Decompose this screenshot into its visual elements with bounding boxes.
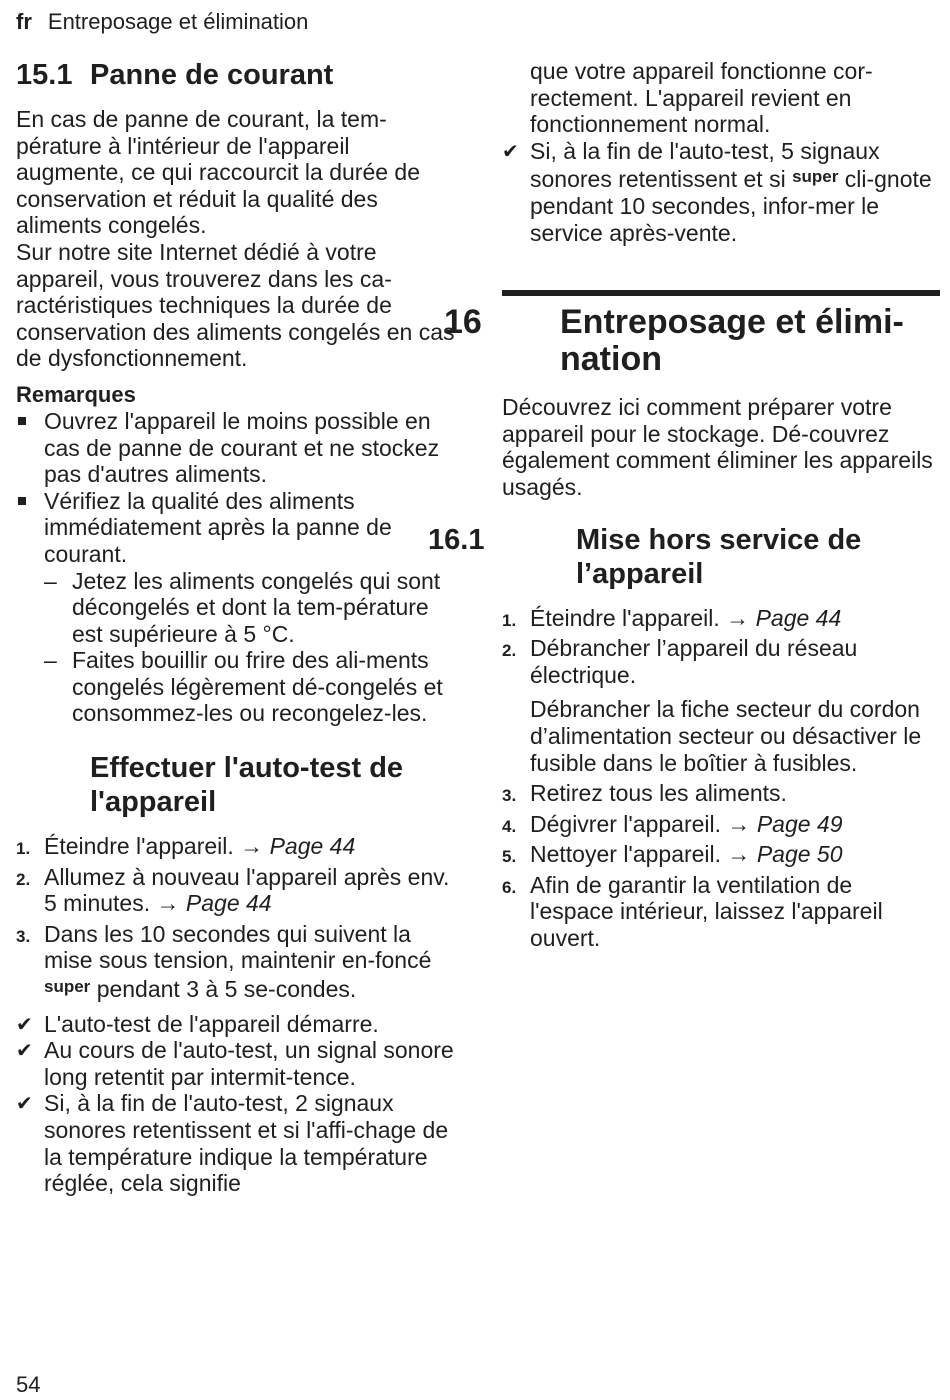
sub-list [44,568,456,728]
paragraph: En cas de panne de courant, la tem-pérature à l'intérieur de l'appareil augmente, ce qui raccourcit la durée de conservation et réduit la qualité des aliments congelés. [16,106,421,239]
page-header [16,9,308,35]
result-item-continued: que votre appareil fonctionne cor-rectement. L'appareil revient en fonctionnement normal. [530,58,873,138]
result-item: ✔ Si, à la fin de l'auto-test, 5 signaux sonores retentissent et si $^{super}$ cli-gnote pendant 10 secondes, infor-mer le service après-vente. [502,137,932,246]
page-ref-link[interactable]: Page 49 [756,810,843,837]
header-section-title: Entreposage et élimination [47,9,309,34]
step-item: 3. Retirez tous les aliments. [502,780,787,807]
chapter-16-heading: 16 Entreposage et élimi-nation [444,303,904,379]
section-15-2-heading: Effectuer l'auto-test de l'appareil [90,752,404,819]
checkmark-icon: ✔ [16,1040,33,1063]
results-list [16,1011,456,1197]
page-ref-link[interactable]: Page 50 [756,841,843,868]
page-ref-link[interactable]: Page 44 [185,890,272,917]
paragraph: Sur notre site Internet dédié à votre appareil, vous trouverez dans les ca-ractéristiques techniques la durée de conservation des aliments congelés en cas de dysfonctionnement. [16,238,455,372]
sub-list-item: – Jetez les aliments congelés qui sont décongelés et dont la tem-pérature est supérieure à 5 °C. [44,567,441,647]
step-item: 3. Dans les 10 secondes qui suivent la mise sous tension, maintenir en-foncé $^{super}$ pendant 3 à 5 se-condes. [16,920,432,1003]
step-item: 1. Éteindre l'appareil. → Page 44 [16,833,356,860]
step-item: 2. Débrancher l’appareil du réseau électrique. Débrancher la fiche secteur du cordon d’alimentation secteur ou désactiver le fusible dans le boîtier à fusibles. [502,635,940,776]
left-column [16,58,456,1197]
page-ref-link[interactable]: Page 44 [269,833,356,860]
dash-icon: – [44,567,57,594]
right-column [428,58,940,952]
step-item: 5. Nettoyer l'appareil. → Page 50 [502,841,843,868]
bullet-square-icon [18,497,26,505]
paragraph: Découvrez ici comment préparer votre appareil pour le stockage. Dé-couvrez également comment éliminer les appareils usagés. [502,394,933,500]
section-16-1-heading: 16.1 Mise hors service de l’appareil [428,523,862,590]
checkmark-icon: ✔ [502,140,519,163]
step-detail: Débrancher la fiche secteur du cordon d’alimentation secteur ou désactiver le fusible dans le boîtier à fusibles. [530,696,922,776]
chapter-divider [444,290,940,379]
steps-list [16,833,456,1003]
result-item: ✔ Si, à la fin de l'auto-test, 2 signaux sonores retentissent et si l'affi-chage de la température indique la température réglée, cela signifie [16,1090,449,1197]
super-button-symbol: super [44,977,91,997]
language-code: fr [16,9,32,34]
bullet-square-icon [18,417,26,425]
checkmark-icon: ✔ [16,1013,33,1036]
step-item: 2. Allumez à nouveau l'appareil après env. 5 minutes. → Page 44 [16,863,450,917]
section-15-1-heading: 15.1 Panne de courant [16,59,334,91]
steps-list [502,605,940,952]
step-item: 4. Dégivrer l'appareil. → Page 49 [502,810,843,837]
sub-list-item: – Faites bouillir ou frire des ali-ments congelés légèrement dé-congelés et consommez-les ou recongelez-les. [44,647,443,727]
notes-list [16,408,456,727]
page-ref-link[interactable]: Page 44 [755,604,842,631]
checkmark-icon: ✔ [16,1093,33,1116]
dash-icon: – [44,647,57,674]
result-item: ✔ L'auto-test de l'appareil démarre. [16,1010,379,1037]
step-item: 6. Afin de garantir la ventilation de l'espace intérieur, laissez l'appareil ouvert. [502,871,883,952]
results-list-continued [502,58,940,246]
super-button-symbol: super [792,167,839,187]
page-number: 54 [16,1372,41,1397]
notes-heading: Remarques [16,381,136,407]
list-item: Ouvrez l'appareil le moins possible en cas de panne de courant et ne stockez pas d'autres aliments. [16,408,456,488]
result-item: ✔ Au cours de l'auto-test, un signal sonore long retentit par intermit-tence. [16,1037,454,1090]
step-item: 1. Éteindre l'appareil. → Page 44 [502,604,842,631]
list-item: Vérifiez la qualité des aliments immédiatement après la panne de courant. – Jetez les aliments congelés qui sont décongelés et dont la tem-pérature est supérieure à 5 °C. – Faites bouillir ou frire des ali-ments congelés légèrement dé-congelés et consommez-les ou recongelez-les. [16,488,456,727]
